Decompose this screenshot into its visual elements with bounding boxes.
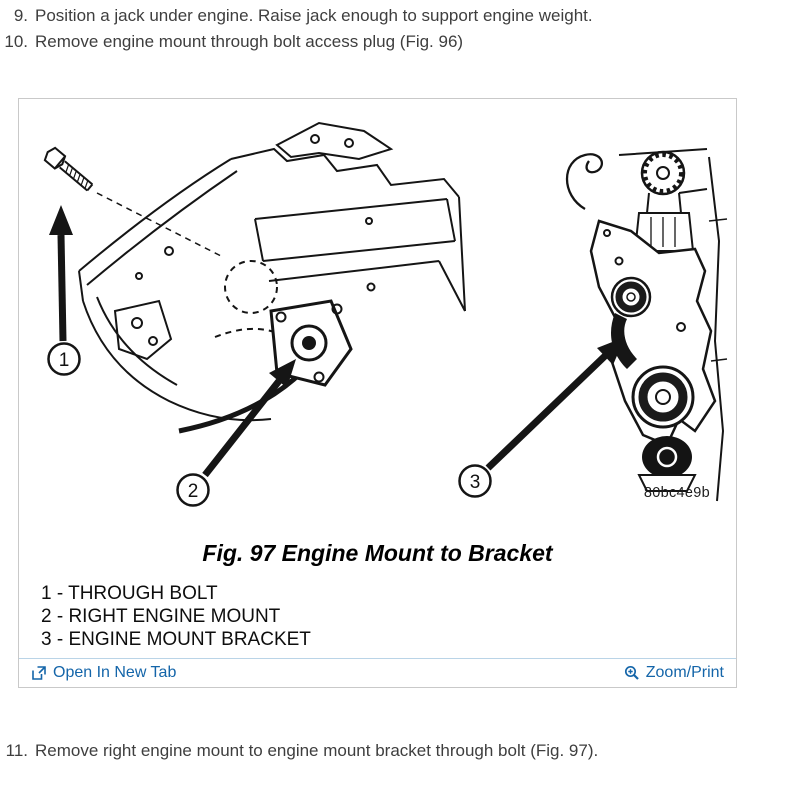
zoom-print-label: Zoom/Print: [645, 664, 724, 681]
callout-1: [49, 344, 80, 375]
open-in-new-tab-icon: [31, 665, 47, 681]
open-in-new-tab-link[interactable]: [31, 664, 176, 682]
figure-toolbar: [19, 658, 736, 687]
diagram-code: 80bc4e9b: [643, 485, 710, 501]
step-number: 9.: [13, 6, 28, 25]
legend-item-1: 1 - THROUGH BOLT: [41, 583, 218, 604]
legend-item-2: 2 - RIGHT ENGINE MOUNT: [41, 606, 281, 627]
step-text: Remove engine mount through bolt access plug (Fig. 96): [35, 32, 464, 51]
svg-text:1: 1: [58, 350, 70, 371]
step-text: Remove right engine mount to engine mount bracket through bolt (Fig. 97).: [35, 741, 599, 760]
instructions-bottom: [0, 738, 802, 764]
engine-diagram-svg: [19, 101, 736, 546]
step-text: Position a jack under engine. Raise jack enough to support engine weight.: [35, 6, 593, 25]
figure-legend: [41, 582, 311, 651]
engine-mount-bracket-art: [567, 149, 727, 501]
step-number: 11.: [5, 741, 28, 760]
instructions-top: [0, 3, 802, 55]
svg-text:3: 3: [469, 472, 481, 493]
through-bolt-drawing: [43, 146, 223, 257]
figure-caption: Fig. 97 Engine Mount to Bracket: [202, 540, 553, 566]
svg-text:2: 2: [187, 481, 199, 502]
step-10: [0, 29, 802, 55]
step-9: [0, 3, 802, 29]
step-11: [0, 738, 802, 764]
callout-3: [460, 466, 491, 497]
zoom-icon: [624, 665, 640, 681]
figure-panel: [18, 98, 737, 688]
legend-item-3: 3 - ENGINE MOUNT BRACKET: [41, 629, 311, 650]
callout-2: [178, 475, 209, 506]
zoom-print-link[interactable]: [624, 664, 724, 682]
open-in-new-tab-label: Open In New Tab: [53, 664, 177, 681]
step-number: 10.: [4, 32, 28, 51]
